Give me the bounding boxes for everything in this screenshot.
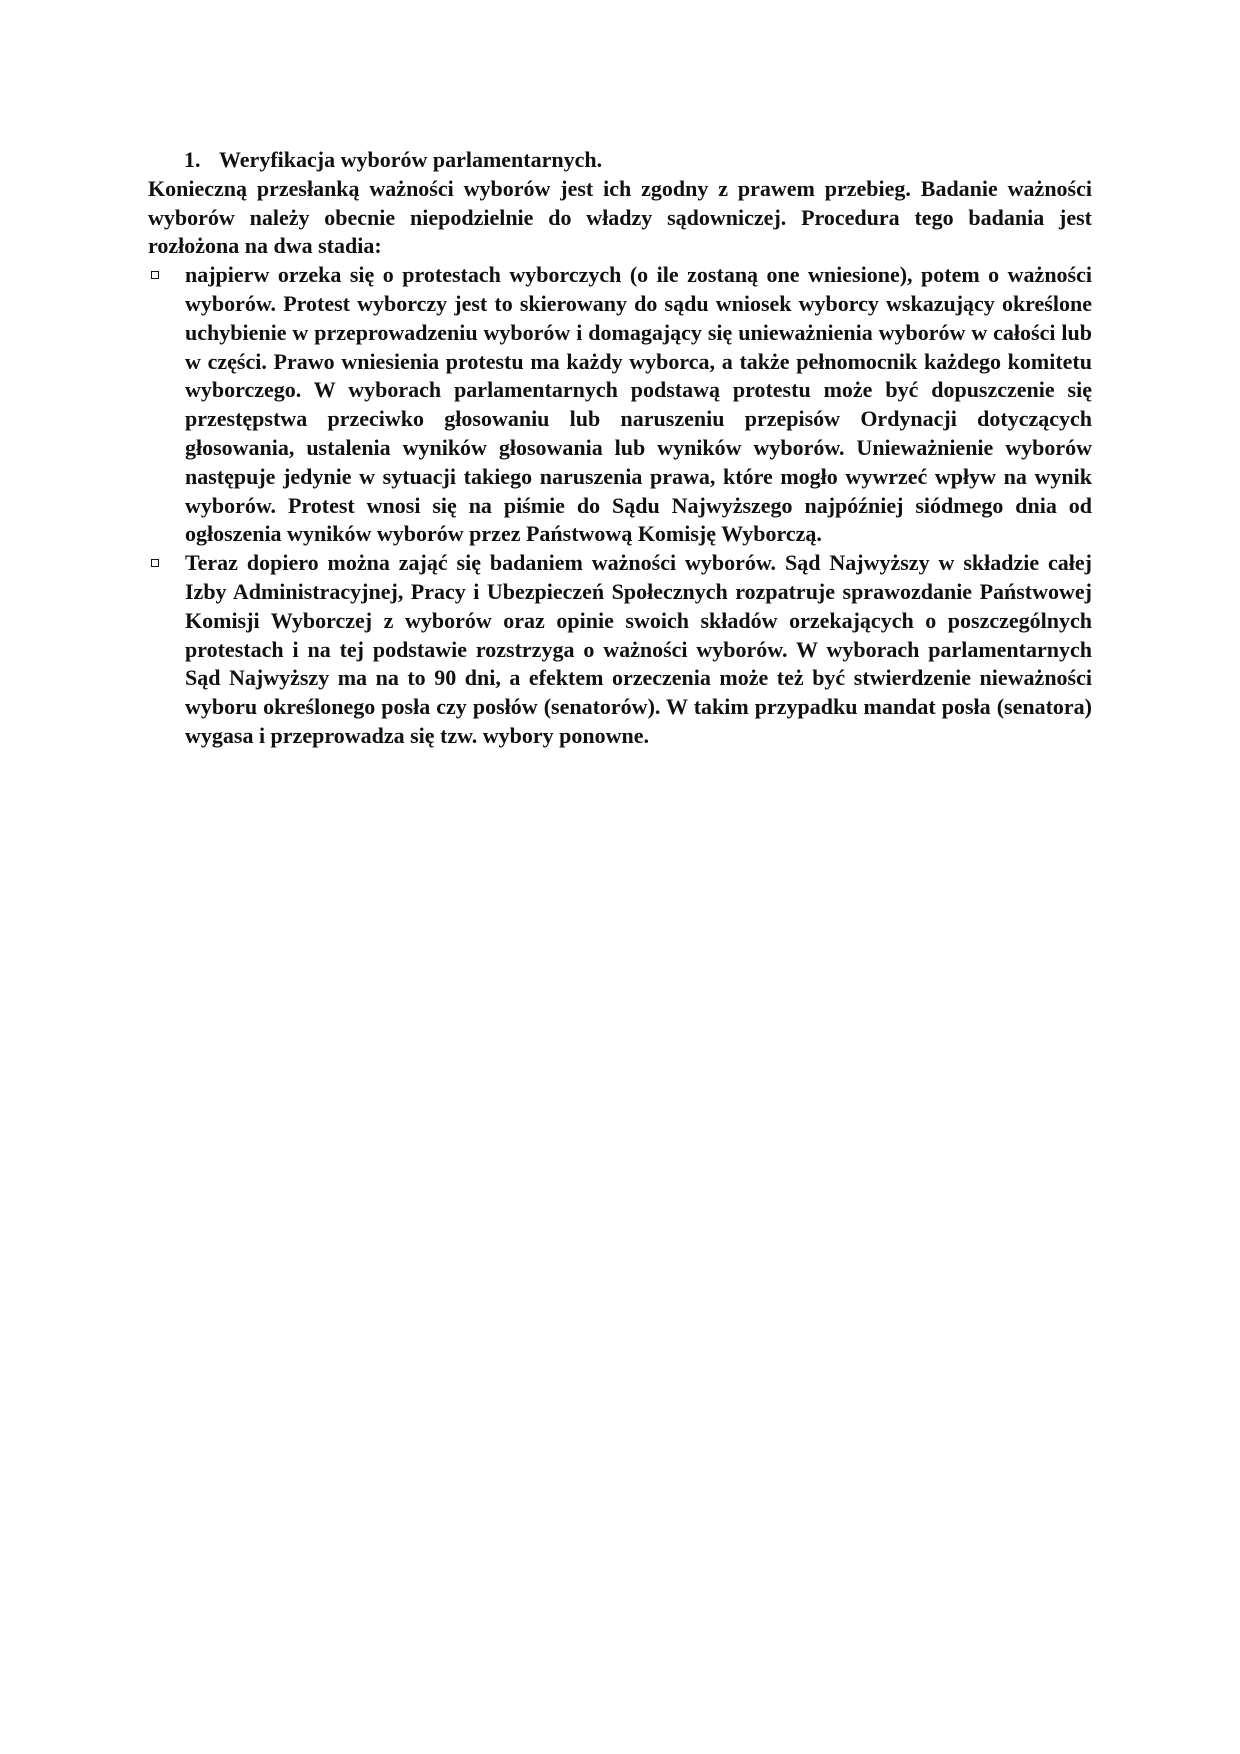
- list-item: [148, 261, 1092, 549]
- section-title: Weryfikacja wyborów parlamentarnych.: [219, 147, 603, 172]
- square-bullet-icon: [151, 559, 159, 567]
- list-item: [148, 549, 1092, 751]
- list-item-text: najpierw orzeka się o protestach wyborczych (o ile zostaną one wniesione), potem o ważności wyborów. Protest wyborczy jest to skierowany do sądu wniosek wyborcy wskazujący określone uchybienie w przeprowadzeniu wyborów i domagający się unieważnienia wyborów w całości lub w części. Prawo wniesienia protestu ma każdy wyborca, a także pełnomocnik każdego komitetu wyborczego. W wyborach parlamentarnych podstawą protestu może być dopuszczenie się przestępstwa przeciwko głosowaniu lub naruszeniu przepisów Ordynacji dotyczących głosowania, ustalenia wyników głosowania lub wyników wyborów. Unieważnienie wyborów następuje jedynie w sytuacji takiego naruszenia prawa, które mogło wywrzeć wpływ na wynik wyborów. Protest wnosi się na piśmie do Sądu Najwyższego najpóźniej siódmego dnia od ogłoszenia wyników wyborów przez Państwową Komisję Wyborczą.: [185, 262, 1092, 547]
- section-number: 1.: [184, 147, 201, 172]
- list-item-text: Teraz dopiero można zająć się badaniem ważności wyborów. Sąd Najwyższy w składzie całej Izby Administracyjnej, Pracy i Ubezpieczeń Społecznych rozpatruje sprawozdanie Państwowej Komisji Wyborczej z wyborów oraz opinie swoich składów orzekających o poszczególnych protestach i na tej podstawie rozstrzyga o ważności wyborów. W wyborach parlamentarnych Sąd Najwyższy ma na to 90 dni, a efektem orzeczenia może też być stwierdzenie nieważności wyboru określonego posła czy posłów (senatorów). W takim przypadku mandat posła (senatora) wygasa i przeprowadza się tzw. wybory ponowne.: [185, 550, 1092, 748]
- intro-paragraph: Konieczną przesłanką ważności wyborów jest ich zgodny z prawem przebieg. Badanie ważności wyborów należy obecnie niepodzielnie do władzy sądowniczej. Procedura tego badania jest rozłożona na dwa stadia:: [148, 175, 1092, 259]
- document-page: [148, 146, 1092, 751]
- section-heading: [148, 146, 1092, 175]
- square-bullet-icon: [151, 271, 159, 279]
- bullet-list: [148, 261, 1092, 751]
